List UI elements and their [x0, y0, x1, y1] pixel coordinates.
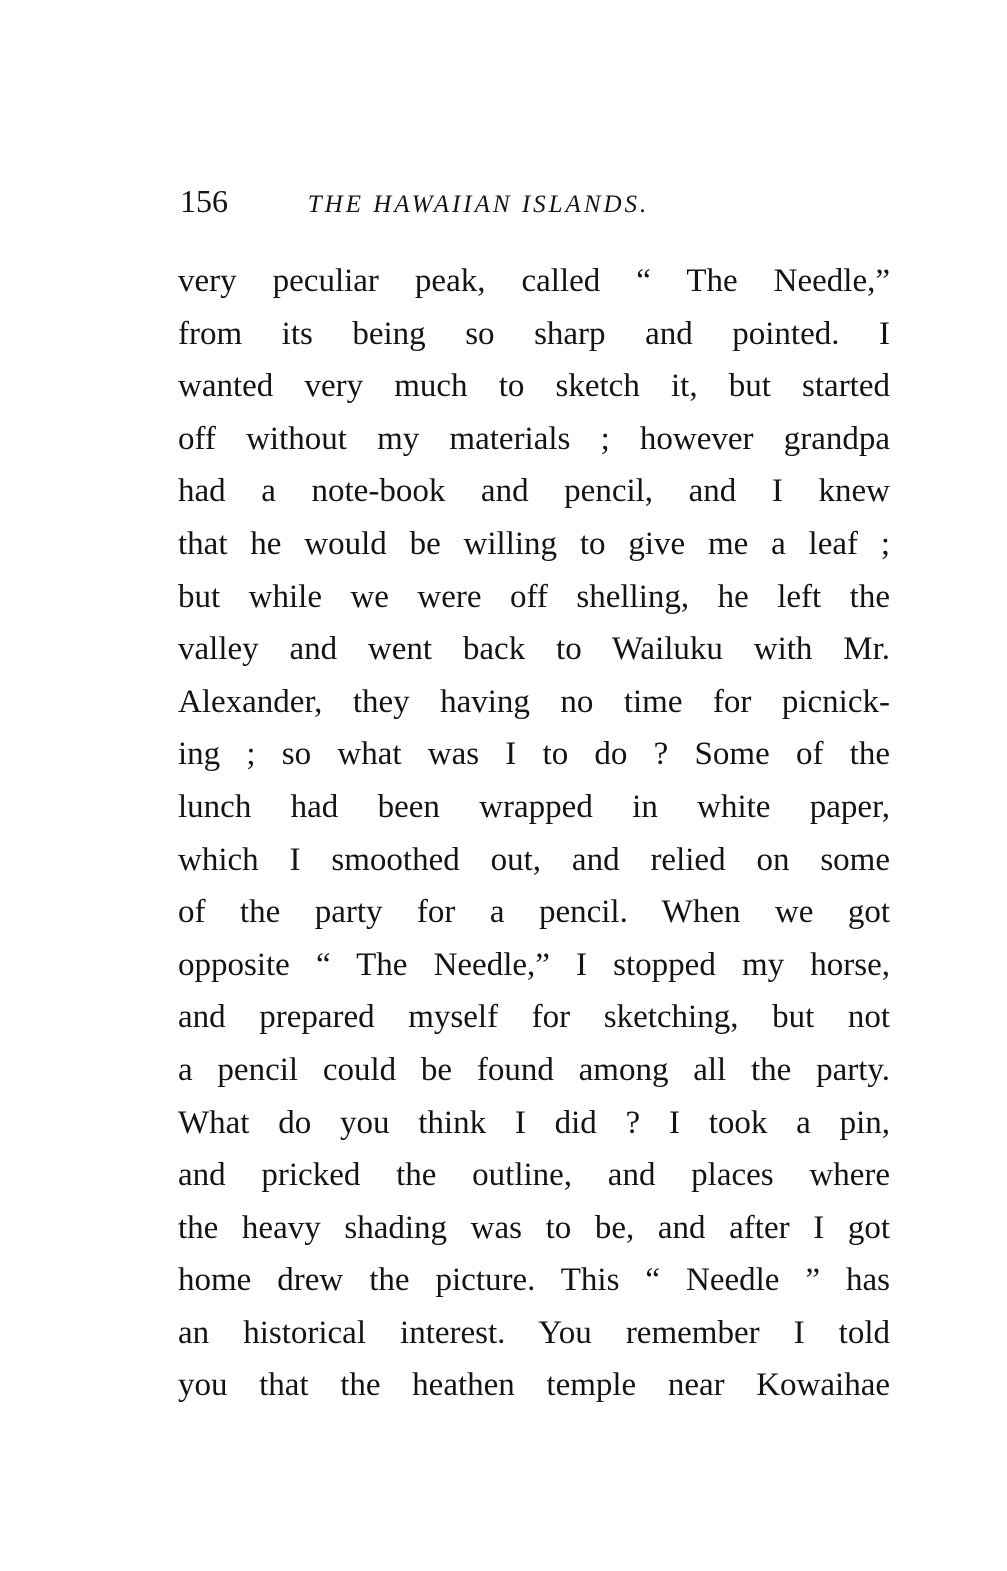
text-line: that he would be willing to give me a leaf ;: [178, 525, 890, 562]
text-line: wanted very much to sketch it, but started: [178, 368, 890, 405]
text-line: ing ; so what was I to do ? Some of the: [178, 736, 890, 773]
text-line: but while we were off shelling, he left the: [178, 578, 890, 615]
text-line: which I smoothed out, and relied on some: [178, 841, 890, 878]
body-text: [178, 255, 890, 1412]
text-line: opposite “ The Needle,” I stopped my horse,: [178, 946, 890, 983]
text-line: and pricked the outline, and places where: [178, 1157, 890, 1194]
text-line: the heavy shading was to be, and after I got: [178, 1209, 890, 1246]
text-line: home drew the picture. This “ Needle ” has: [178, 1262, 890, 1299]
text-line: a pencil could be found among all the party.: [178, 1051, 890, 1088]
text-line: from its being so sharp and pointed. I: [178, 315, 890, 352]
text-line: lunch had been wrapped in white paper,: [178, 788, 890, 825]
text-line: an historical interest. You remember I told: [178, 1314, 890, 1351]
running-head: [180, 176, 900, 226]
text-line: had a note-book and pencil, and I knew: [178, 473, 890, 510]
text-line: valley and went back to Wailuku with Mr.: [178, 631, 890, 668]
text-line: very peculiar peak, called “ The Needle,”: [178, 263, 890, 299]
text-line: off without my materials ; however grandpa: [178, 420, 890, 457]
page-number: 156: [180, 183, 228, 219]
text-line: and prepared myself for sketching, but not: [178, 999, 890, 1036]
text-line: you that the heathen temple near Kowaihae: [178, 1367, 890, 1404]
text-line: Alexander, they having no time for picnick-: [178, 683, 890, 720]
text-line: of the party for a pencil. When we got: [178, 894, 890, 931]
text-line: What do you think I did ? I took a pin,: [178, 1104, 890, 1141]
book-title: THE HAWAIIAN ISLANDS.: [307, 191, 650, 218]
